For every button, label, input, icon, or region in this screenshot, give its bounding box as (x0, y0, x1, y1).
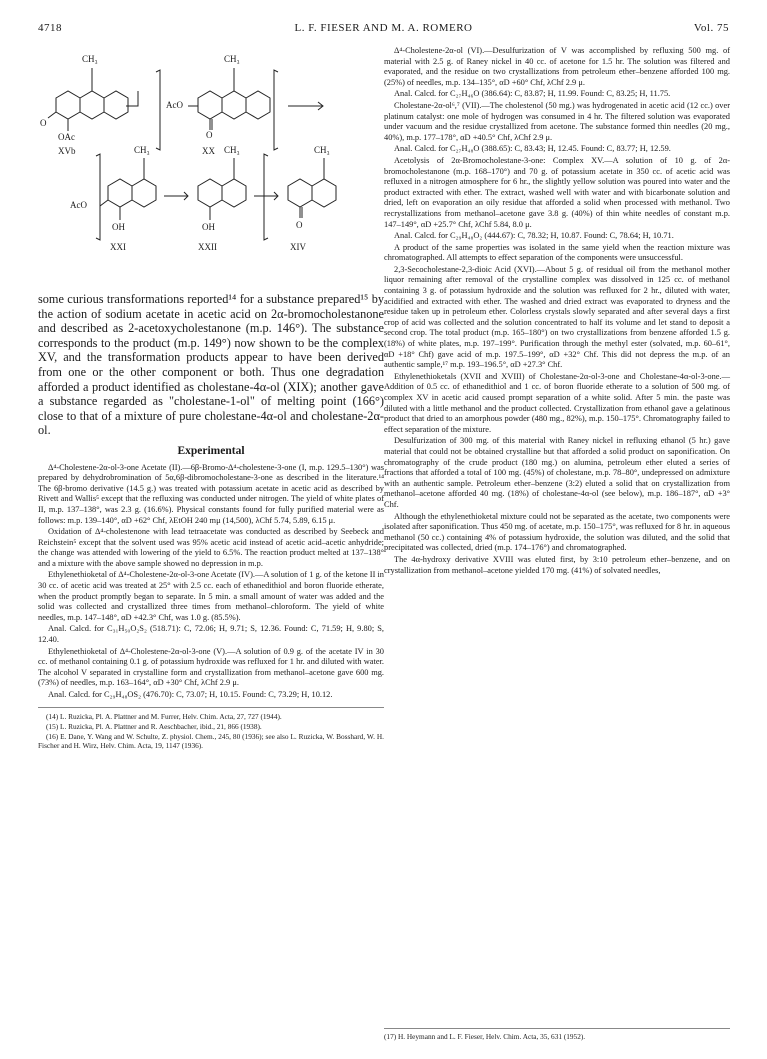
compound-label-xiv: XIV (290, 242, 306, 252)
compound-label-xvb: XVb (58, 146, 76, 156)
paragraph: Δ⁴-Cholestene-2α-ol-3-one Acetate (II).—6β-Bromo-Δ⁴-cholestene-3-one (I, m.p. 129.5–130°) was prepared by dehydrobromination of 5α,6β-dibromocholestane-3-one as described in the literature.¹⁴ The 6β-bromo derivative (14.5 g.) was treated with potassium acetate in acetic acid as described by Rivett and Wallis⁵ except that the refluxing was conducted under nitrogen. The yield of white plates of II, m.p. 137–138°, was 2.3 g. (16.6%). Physical constants found for fully purified material were as follows: m.p. 139–140°, αD +62° Chf, λEtOH 240 mμ (14,500), λChf 5.74, 5.89, 6.15 μ. (38, 462, 384, 525)
footnote: (14) L. Ruzicka, Pl. A. Plattner and M. Furrer, Helv. Chim. Acta, 27, 727 (1944). (46, 711, 282, 721)
oxo-label-xiv: O (296, 220, 303, 230)
paragraph: Ethylenethioketals (XVII and XVIII) of Cholestane-2α-ol-3-one and Cholestane-4α-ol-3-one.—Addition of 0.5 cc. of ethanedithiol and 1 cc. of boron fluoride etherate to a solution of 500 mg. of complex XV in acetic acid caused prompt separation of a white solid. After 5 min. the paste was diluted with a little methanol and the product collected. Crystallization from ethanol gave a gelatinous product that dried to an amorphous powder (480 mg., 82%), m.p. 150–175°. Chromatography failed to effect separation of the mixture. (384, 371, 730, 434)
paragraph: Anal. Calcd. for C₂₉H₄₈O₂ (444.67): C, 78.32; H, 10.87. Found: C, 78.64; H, 10.71. (394, 231, 674, 241)
section-heading-experimental: Experimental (177, 444, 245, 457)
paragraph: Anal. Calcd. for C₃₁H₅₀O₂S₂ (518.71): C, 72.06; H, 9.71; S, 12.36. Found: C, 71.59; H, 9.80; S, 12.40. (38, 624, 384, 645)
hydroxy-label-xxii: OH (202, 222, 215, 232)
paragraph: Cholestane-2α-ol⁶,⁷ (VII).—The cholestenol (50 mg.) was hydrogenated in acetic acid (12 cc.) over platinum catalyst: one mole of hydrogen was consumed in 4 hr. The filtered solution was evaporated under vacuum and the residue crystallized from acetone. The substance formed thin needles (20 mg., 40%), m.p. 177–178°, αD +40.5° Chf, λChf 2.9 μ. (384, 100, 730, 142)
footnote: (15) L. Ruzicka, Pl. A. Plattner and R. Aeschbacher, ibid., 21, 866 (1938). (46, 721, 262, 731)
footnote-right: (17) H. Heymann and L. F. Fieser, Helv. Chim. Acta, 35, 631 (1952). (384, 1028, 730, 1041)
paragraph: Ethylenethioketal of Δ⁴-Cholestene-2α-ol-3-one (V).—A solution of 0.9 g. of the acetate IV in 30 cc. of methanol containing 0.1 g. of potassium hydroxide was refluxed for 1 hr. and diluted with water. The alcohol V separated in crystalline form and crystallization from methanol–acetone gave 600 mg. (73%) of needles, m.p. 163–164°, αD +30° Chf, λChf 2.9 μ. (38, 646, 384, 688)
hydroxy-label-xxi: OH (112, 222, 125, 232)
acetoxy-label-xx: AcO (166, 100, 183, 110)
page-number: 4718 (38, 22, 62, 34)
paragraph: Anal. Calcd. for C₂₇H₄₆O (386.64): C, 83.87; H, 11.99. Found: C, 83.25; H, 11.75. (394, 89, 671, 99)
paragraph: The 4α-hydroxy derivative XVIII was eluted first, by 3:10 petroleum ether–benzene, and on crystallization from methanol–acetone yielded 170 mg. (41%) of solvated needles, (384, 554, 730, 575)
running-authors: L. F. FIESER AND M. A. ROMERO (294, 22, 473, 34)
discussion-paragraph: some curious transformations reported¹⁴ for a substance prepared¹⁵ by the action of sodium acetate in acetic acid on 2α-bromocholestanone and described as 2-acetoxycholestanone (m.p. 146°). The substance corresponds to the product (m.p. 149°) now shown to be the complex XV, and the transformation products appear to have been derived from one or the other component or both. Thus one degradation afforded a product identified as cholestane-4α-ol (XIX); another gave a substance regarded as "cholestane-1-ol" of melting point (166°) close to that of a mixture of pure cholestane-4α-ol and cholestane-2α-ol. (38, 292, 384, 438)
left-column (38, 46, 384, 751)
paragraph: A product of the same properties was isolated in the same yield when the reaction mixture was chromatographed. All attempts to effect separation of the components were unsuccessful. (384, 242, 730, 263)
paragraph: Desulfurization of 300 mg. of this material with Raney nickel in refluxing ethanol (5 hr.) gave material that could not be obtained crystalline but that afforded a solid product on saponification. On chromatography of the crude product (180 mg.) on alumina, petroleum ether eluted a series of fractions that afforded a total of 100 mg. (45%) of cholestane, m.p. 78–80°, undepressed on admixture with an authentic sample. Petroleum ether–benzene (3:2) eluted a solid that on crystallization from methanol–acetone afforded 40 mg. (18%) of cholestane-4α-ol (see below), m.p. 186–187°, αD +3° Chf. (384, 436, 730, 509)
running-header (38, 22, 729, 38)
methyl-label-xxi: CH₃ (134, 145, 150, 155)
reaction-scheme (38, 46, 384, 286)
acetoxy-label-xxi: AcO (70, 200, 87, 210)
acetoxy-label-xvb: OAc (58, 132, 75, 142)
paragraph: Although the ethylenethioketal mixture could not be separated as the acetate, two components were isolated after saponification. Thus 450 mg. of acetate, m.p. 150–175°, was refluxed for 8 hr. in aqueous methanol (50 cc.) containing 4% of potassium hydroxide, the solution was diluted, and the solid that precipitated was collected, dried (m.p. 174–176°) and chromatographed. (384, 511, 730, 553)
paragraph: Anal. Calcd. for C₂₇H₄₈O (388.65): C, 83.43; H, 12.45. Found: C, 83.77; H, 12.59. (394, 144, 671, 154)
right-column (384, 46, 730, 577)
oxo-label-xvb: O (40, 118, 47, 128)
oxo-label-xx: O (206, 130, 213, 140)
paragraph: Δ⁴-Cholestene-2α-ol (VI).—Desulfurization of V was accomplished by refluxing 500 mg. of material with 2.5 g. of Raney nickel in 40 cc. of acetone for 1.5 hr. The solution was filtered and evaporated, and the residue on two crystallizations from petroleum ether–benzene afforded 100 mg. (25%) of needles, m.p. 134–135°, αD +60° Chf, λChf 2.9 μ. (384, 46, 730, 87)
volume-number: Vol. 75 (693, 22, 729, 34)
methyl-label-xx: CH₃ (224, 54, 240, 64)
methyl-label-xvb: CH₃ (82, 54, 98, 64)
paragraph: Ethylenethioketal of Δ⁴-Cholestene-2α-ol-3-one Acetate (IV).—A solution of 1 g. of the ketone II in 30 cc. of acetic acid was treated at 25° with 2.5 cc. each of ethanedithiol and boron fluoride etherate, when the product promptly began to separate. In 5 min. a small amount of water was added and the solid was collected and crystallized three times from methanol–chloroform. The yield of white needles, m.p. 147–148°, αD +42.3° Chf, was 1.0 g. (85.5%). (38, 570, 384, 622)
compound-label-xxii: XXII (198, 242, 217, 252)
paragraph: 2,3-Secocholestane-2,3-dioic Acid (XVI).—About 5 g. of residual oil from the methanol mother liquor remaining after removal of the crystalline complex was dissolved in 125 cc. of methanol containing 3 g. of potassium hydroxide and the solution was refluxed for 2 hr., diluted with water, acidified and extracted with ether. The washed and dried extract was evaporated to dryness and the residue taken up in petroleum ether. Colorless crystals slowly separated and after several days a first crop of acid was collected and the solution concentrated to half its volume and let stand to deposit a second crop. The total product (m.p. 165–180°) on two crystallizations from benzene afforded 1.5 g. (18%) of white plates, m.p. 197–199°. Purification through the methyl ester (solvated, m.p. 60–61°, αD +18° Chf) gave acid of m.p. 197.5–199°, αD +32° Chf. This did not depress the m.p. of an authentic sample,¹⁷ m.p. 193–196.5°, αD +27.3° Chf. (384, 264, 730, 370)
paragraph: Anal. Calcd. for C₂₉H₄₈OS₂ (476.70): C, 73.07; H, 10.15. Found: C, 73.29; H, 10.12. (48, 690, 333, 699)
paragraph: Oxidation of Δ⁴-cholestenone with lead tetraacetate was conducted as described by Seebeck and Reichstein⁵ except that the solvent used was 95% acetic acid instead of acetic acid–acetic anhydride; the change was attended with lowering of the yield to 6.5%. The reaction product melted at 137–138° and a mixture with the above sample showed no depression in m.p. (38, 527, 384, 568)
footnotes (38, 707, 384, 751)
compound-label-xx: XX (202, 146, 215, 156)
compound-label-xxi: XXI (110, 242, 126, 252)
paragraph: Acetolysis of 2α-Bromocholestane-3-one: Complex XV.—A solution of 10 g. of 2α-bromocholestanone (m.p. 168–170°) and 70 g. of potassium acetate in 350 cc. of acetic acid was refluxed in a nitrogen atmosphere for 6 hr., the slightly yellow solution was poured into water and the product extracted with ether. The extract, washed well with water and with bicarbonate solution and dried, left on evaporation an oily residue that afforded a solid when processed with methanol. Two recrystallizations from methanol–acetone gave 3.8 g. (40%) of thin white needles of constant m.p. 147–149°, αD +25.7° Chf, λChf 5.84, 8.0 μ. (384, 155, 730, 229)
footnote: (16) E. Dane, Y. Wang and W. Schulte, Z. physiol. Chem., 245, 80 (1936); see also L. Ruzicka, W. Bosshard, W. H. Fischer and H. Wirz, Helv. Chim. Acta, 19, 1147 (1936). (38, 732, 384, 751)
methyl-label-xiv: CH₃ (314, 145, 330, 155)
methyl-label-xxii: CH₃ (224, 145, 240, 155)
